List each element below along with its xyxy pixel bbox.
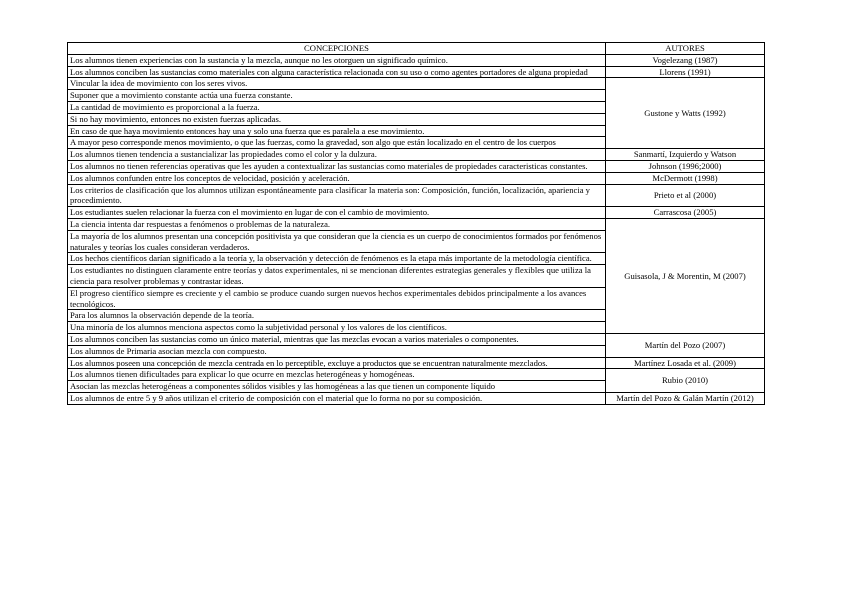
conception-cell: El progreso científico siempre es creciente y el cambio se produce cuando surgen nuevos hechos experimentales debidos principalmente a los avances tecnológicos.	[68, 287, 606, 310]
conception-cell: Los alumnos confunden entre los conceptos de velocidad, posición y aceleración.	[68, 172, 606, 184]
conception-cell: Los alumnos conciben las sustancias como un único material, mientras que las mezclas evocan a varios materiales o componentes.	[68, 333, 606, 345]
author-cell: Vogelezang (1987)	[606, 54, 765, 66]
conception-cell: Los estudiantes suelen relacionar la fuerza con el movimiento en lugar de con el cambio de movimiento.	[68, 207, 606, 219]
table-row	[68, 160, 765, 172]
conception-cell: La mayoría de los alumnos presentan una concepción positivista ya que consideran que la ciencia es un cuerpo de conocimientos formados por fenómenos naturales y teorías los cuales consideran verdaderos.	[68, 230, 606, 253]
author-cell: Martínez Losada et al. (2009)	[606, 357, 765, 369]
conception-cell: Los alumnos tienen experiencias con la sustancia y la mezcla, aunque no les otorguen un significado químico.	[68, 54, 606, 66]
table-row	[68, 218, 765, 230]
conception-cell: Los alumnos de Primaria asocian mezcla con compuesto.	[68, 345, 606, 357]
table-row	[68, 54, 765, 66]
author-cell: Guisasola, J & Morentin, M (2007)	[606, 218, 765, 333]
conception-cell: Para los alumnos la observación depende de la teoría.	[68, 310, 606, 322]
table-row	[68, 333, 765, 345]
conception-cell: Si no hay movimiento, entonces no existen fuerzas aplicadas.	[68, 113, 606, 125]
table-row	[68, 357, 765, 369]
author-cell: Llorens (1991)	[606, 66, 765, 78]
header-row	[68, 43, 765, 55]
conception-cell: Los alumnos no tienen referencias operativas que les ayuden a contextualizar las sustancias como materiales de propiedades caracteristicas constantes.	[68, 160, 606, 172]
conception-cell: Los alumnos tienen tendencia a sustancializar las propiedades como el color y la dulzura.	[68, 149, 606, 161]
table-row	[68, 184, 765, 207]
author-cell: Martín del Pozo & Galán Martín (2012)	[606, 392, 765, 404]
table-row	[68, 172, 765, 184]
author-cell: Martín del Pozo (2007)	[606, 333, 765, 357]
conception-cell: Los alumnos de entre 5 y 9 años utilizan el criterio de composición con el material que lo forma no por su composición.	[68, 392, 606, 404]
table-row	[68, 392, 765, 404]
table-row	[68, 66, 765, 78]
author-cell: Prieto et al (2000)	[606, 184, 765, 207]
table-row	[68, 78, 765, 90]
header-concepciones: CONCEPCIONES	[68, 43, 606, 55]
table-row	[68, 149, 765, 161]
conception-cell: Los alumnos conciben las sustancias como materiales con alguna característica relacionada con su uso o como agentes portadores de alguna propiedad	[68, 66, 606, 78]
table-row	[68, 207, 765, 219]
conception-cell: En caso de que haya movimiento entonces hay una y solo una fuerza que es paralela a ese movimiento.	[68, 125, 606, 137]
author-cell: Carrascosa (2005)	[606, 207, 765, 219]
author-cell: McDermott (1998)	[606, 172, 765, 184]
author-cell: Gustone y Watts (1992)	[606, 78, 765, 149]
conception-cell: Los hechos científicos darían significado a la teoría y, la observación y detección de fenómenos es la etapa más importante de la metodología científica.	[68, 253, 606, 265]
conception-cell: Los alumnos tienen dificultades para explicar lo que ocurre en mezclas heterogéneas y homogéneas.	[68, 369, 606, 381]
conception-cell: Los criterios de clasificación que los alumnos utilizan espontáneamente para clasificar la materia son: Composición, función, localización, apariencia y procedimiento.	[68, 184, 606, 207]
conception-cell: Vincular la idea de movimiento con los seres vivos.	[68, 78, 606, 90]
table-row	[68, 369, 765, 381]
conception-cell: A mayor peso corresponde menos movimiento, o que las fuerzas, como la gravedad, son algo que están localizado en el centro de los cuerpos	[68, 137, 606, 149]
author-cell: Rubio (2010)	[606, 369, 765, 393]
conception-cell: Una minoría de los alumnos menciona aspectos como la subjetividad personal y los valores de los científicos.	[68, 322, 606, 334]
author-cell: Johnson (1996;2000)	[606, 160, 765, 172]
conception-cell: La ciencia intenta dar respuestas a fenómenos o problemas de la naturaleza.	[68, 218, 606, 230]
conception-cell: Suponer que a movimiento constante actúa una fuerza constante.	[68, 90, 606, 102]
conception-cell: Asocian las mezclas heterogéneas a componentes sólidos visibles y las homogéneas a las que tienen un componente líquido	[68, 381, 606, 393]
conception-cell: Los estudiantes no distinguen claramente entre teorías y datos experimentales, ni se mencionan diferentes estrategias generales y flexibles que utiliza la ciencia para resolver problemas y contrastar ideas.	[68, 265, 606, 288]
author-cell: Sanmartí, Izquierdo y Watson	[606, 149, 765, 161]
conception-cell: La cantidad de movimiento es proporcional a la fuerza.	[68, 101, 606, 113]
conception-cell: Los alumnos poseen una concepción de mezcla centrada en lo perceptible, excluye a productos que se encuentran naturalmente mezclados.	[68, 357, 606, 369]
header-autores: AUTORES	[606, 43, 765, 55]
conceptions-table	[67, 42, 765, 405]
